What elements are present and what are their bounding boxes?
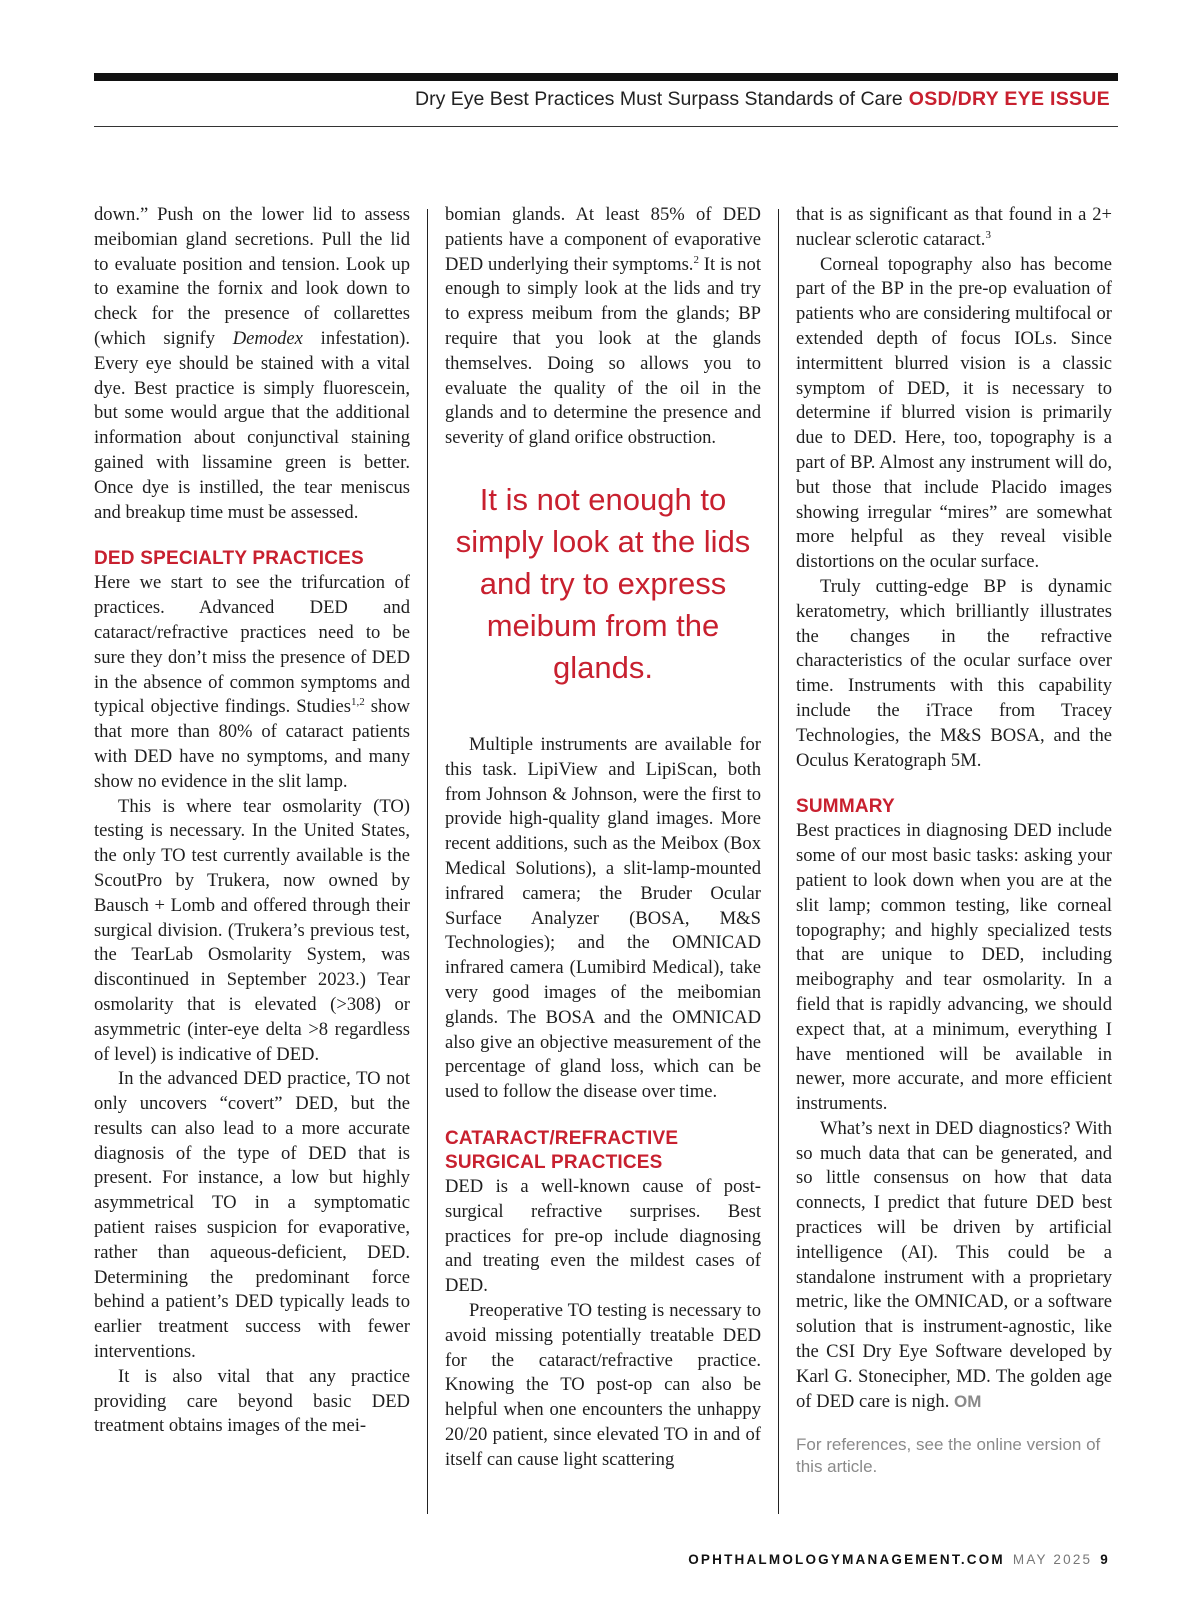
column-2 <box>445 203 761 1472</box>
italic-term: Demodex <box>232 327 303 349</box>
column-divider <box>427 209 428 1514</box>
citation: 1,2 <box>351 696 365 709</box>
paragraph: Best practices in diagnosing DED include some of our most basic tasks: asking your patient to look down when you are at the slit lamp; common testing, like corneal topography; and highly specialized tests that are unique to DED, including meibography and tear osmolarity. In a field that is rapidly advancing, we should expect that, at a minimum, everything I have mentioned will be available in newer, more accurate, and more efficient instruments. <box>796 820 1112 1115</box>
top-rule <box>94 73 1118 81</box>
header-rule <box>94 126 1118 127</box>
paragraph: Here we start to see the trifurcation of practices. Advanced DED and cataract/refractive practices need to be sure they don’t miss the presence of DED in the absence of common symptoms and typical objective findings. Studies$^{1,2}$ show that more than 80% of cataract patients with DED have no symptoms, and many show no evidence in the slit lamp. <box>94 572 410 792</box>
footer-date: MAY 2025 <box>1012 1552 1093 1567</box>
column-3 <box>796 203 1112 1478</box>
paragraph: What’s next in DED diagnostics? With so much data that can be generated, and so little consensus on how that data connects, I predict that future DED best practices will be driven by artificial intelligence (AI). This could be a standalone instrument with a proprietary metric, like the OMNICAD, or a software solution that is instrument-agnostic, like the CSI Dry Eye Software developed by Karl G. Stonecipher, MD. The golden age of DED care is nigh. OM <box>796 1117 1112 1412</box>
section-heading-summary: SUMMARY <box>796 796 895 818</box>
column-divider <box>778 209 779 1514</box>
page-number: 9 <box>1100 1552 1110 1567</box>
issue-label: OSD/DRY EYE ISSUE <box>908 88 1110 110</box>
pull-quote: It is not enough to simply look at the lids and try to express meibum from the glands. <box>455 481 751 685</box>
paragraph: Truly cutting-edge BP is dynamic keratometry, which brilliantly illustrates the changes in the refractive characteristics of the ocular surface over time. Instruments with this capability include the iTrace from Tracey Technologies, the M&S BOSA, and the Oculus Keratograph 5M. <box>796 575 1112 771</box>
section-heading-ded-specialty: DED SPECIALTY PRACTICES <box>94 548 364 570</box>
footer-website: OPHTHALMOLOGYMANAGEMENT.COM <box>688 1552 1005 1567</box>
paragraph: DED is a well-known cause of post-surgical refractive surprises. Best practices for pre-op include diagnosing and treating even the mildest cases of DED. <box>445 1175 761 1297</box>
end-mark: OM <box>954 1391 982 1411</box>
paragraph: In the advanced DED practice, TO not only uncovers “covert” DED, but the results can also lead to a more accurate diagnosis of the type of DED that is present. For instance, a low but highly asymmetrical TO in a symptomatic patient raises suspicion for evaporative, rather than aqueous-deficient, DED. Determining the predominant force behind a patient’s DED typically leads to earlier treatment success with fewer interventions. <box>94 1068 410 1363</box>
paragraph: Multiple instruments are available for this task. LipiView and LipiScan, both from Johnson & Johnson, were the first to provide high-quality gland images. More recent additions, such as the Meibox (Box Medical Solutions), a slit-lamp-mounted infrared camera; the Bruder Ocular Surface Analyzer (BOSA, M&S Technologies); and the OMNICAD infrared camera (Lumibird Medical), take very good images of the meibomian glands. The BOSA and the OMNICAD also give an objective measurement of the percentage of gland loss, which can be used to follow the disease over time. <box>445 733 761 1103</box>
references-note: For references, see the online version of this article. <box>796 1435 1101 1477</box>
paragraph: Preoperative TO testing is necessary to avoid missing potentially treatable DED for the cataract/refractive practice. Knowing the TO post-op can also be helpful when one encounters the unhappy 20/20 patient, since elevated TO in and of itself can cause light scattering <box>445 1299 761 1470</box>
paragraph: down.” Push on the lower lid to assess meibomian gland secretions. Pull the lid to evaluate position and tension. Look up to examine the fornix and look down to check for the presence of collarettes (which signify Demodex infestation). Every eye should be stained with a vital dye. Best practice is simply fluorescein, but some would argue that the additional information about conjunctival staining gained with lissamine green is better. Once dye is instilled, the tear meniscus and breakup time must be assessed. <box>94 204 410 523</box>
paragraph: that is as significant as that found in a 2+ nuclear sclerotic cataract.$^3$ <box>796 204 1112 250</box>
citation: 3 <box>985 228 991 241</box>
paragraph: It is also vital that any practice providing care beyond basic DED treatment obtains images of the mei- <box>94 1365 410 1437</box>
citation: 2 <box>693 253 699 266</box>
article-title: Dry Eye Best Practices Must Surpass Standards of Care <box>415 88 903 110</box>
paragraph: Corneal topography also has become part of the BP in the pre-op evaluation of patients who are considering multifocal or extended depth of focus IOLs. Since intermittent blurred vision is a classic symptom of DED, it is necessary to determine if blurred vision is primarily due to DED. Here, too, topography is a part of BP. Almost any instrument will do, but those that include Placido images showing irregular “mires” are somewhat more helpful as they reveal visible distortions on the ocular surface. <box>796 253 1112 573</box>
section-heading-cataract-refractive: CATARACT/REFRACTIVE SURGICAL PRACTICES <box>445 1127 679 1173</box>
paragraph: This is where tear osmolarity (TO) testing is necessary. In the United States, the only TO test currently available is the ScoutPro by Trukera, now owned by Bausch + Lomb and offered through their surgical division. (Trukera’s previous test, the TearLab Osmolarity System, was discontinued in September 2023.) Tear osmolarity that is elevated (>308) or asymmetric (inter-eye delta >8 regardless of level) is indicative of DED. <box>94 795 410 1065</box>
running-head <box>94 88 1110 111</box>
page-footer <box>94 1552 1110 1567</box>
column-1 <box>94 203 410 1439</box>
paragraph: bomian glands. At least 85% of DED patients have a component of evaporative DED underlying their symptoms.$^2$ It is not enough to simply look at the lids and try to express meibum from the glands; BP require that you look at the glands themselves. Doing so allows you to evaluate the quality of the oil in the glands and to determine the presence and severity of gland orifice obstruction. <box>445 204 761 449</box>
